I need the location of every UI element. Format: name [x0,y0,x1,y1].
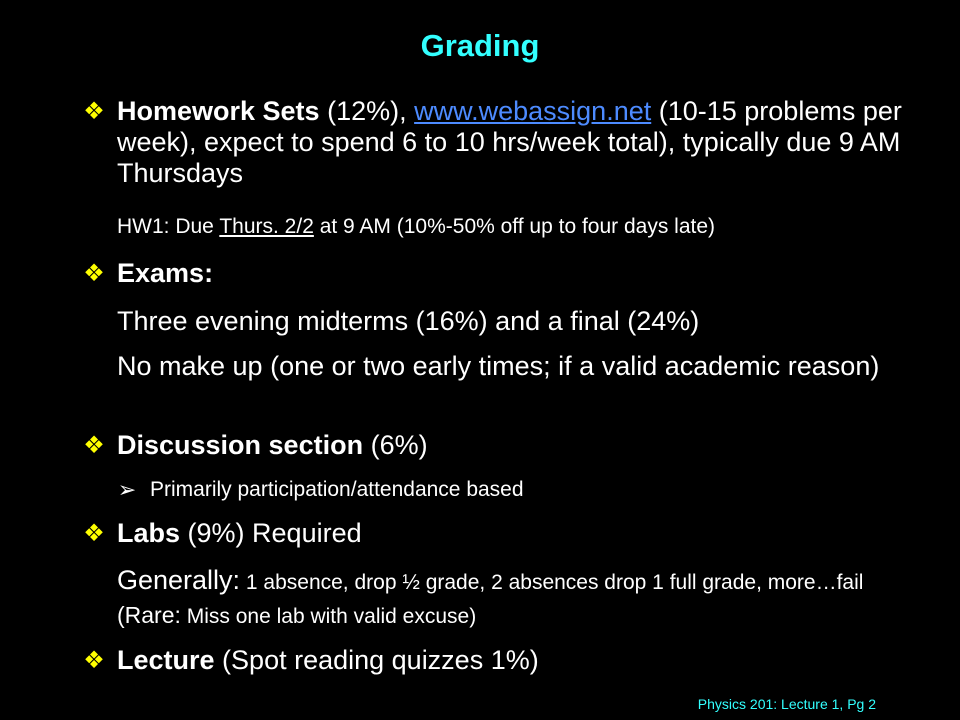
webassign-link[interactable]: www.webassign.net [414,96,652,126]
slide-title: Grading [420,28,540,63]
lecture-label: Lecture [117,645,215,675]
hw1-suffix: at 9 AM (10%-50% off up to four days late) [313,215,716,238]
exams-line-2: No make up (one or two early times; if a valid academic reason) [117,351,880,381]
rare-text: Miss one lab with valid excuse) [180,605,477,628]
generally-text: 1 absence, drop ½ grade, 2 absences drop 1 full grade, more…fail [240,571,864,594]
rare-label: (Rare: [117,602,181,628]
labs-rest: (9%) Required [180,518,362,548]
exams-heading [117,258,917,289]
hw1-line [117,211,917,242]
homework-rest: (10-15 problems per week), expect to spend 6 to 10 hrs/week total), typically due 9 AM Thursdays [117,96,902,188]
generally-label: Generally: [117,565,241,595]
homework-paragraph [117,96,917,189]
diamond-bullet-icon: ❖ [83,432,105,459]
discussion-label: Discussion section [117,430,364,460]
lecture-line [117,645,917,676]
diamond-bullet-icon: ❖ [83,647,105,674]
arrow-bullet-icon: ➢ [117,477,137,502]
discussion-pct: (6%) [363,430,428,460]
discussion-sub: Primarily participation/attendance based [150,478,524,501]
diamond-bullet-icon: ❖ [83,520,105,547]
discussion-line [117,430,917,461]
homework-pct: (12%), [319,96,415,126]
labs-detail [117,564,917,633]
exams-line-1: Three evening midterms (16%) and a final (24%) [117,306,700,336]
labs-label: Labs [117,518,181,548]
hw1-date: Thurs. 2/2 [219,215,314,238]
diamond-bullet-icon: ❖ [83,98,105,125]
slide-footer: Physics 201: Lecture 1, Pg 2 [697,696,876,712]
exams-label: Exams: [117,258,214,288]
homework-label: Homework Sets [117,96,320,126]
lecture-rest: (Spot reading quizzes 1%) [214,645,539,675]
labs-line [117,518,917,549]
diamond-bullet-icon: ❖ [83,260,105,287]
hw1-prefix: HW1: Due [117,215,220,238]
